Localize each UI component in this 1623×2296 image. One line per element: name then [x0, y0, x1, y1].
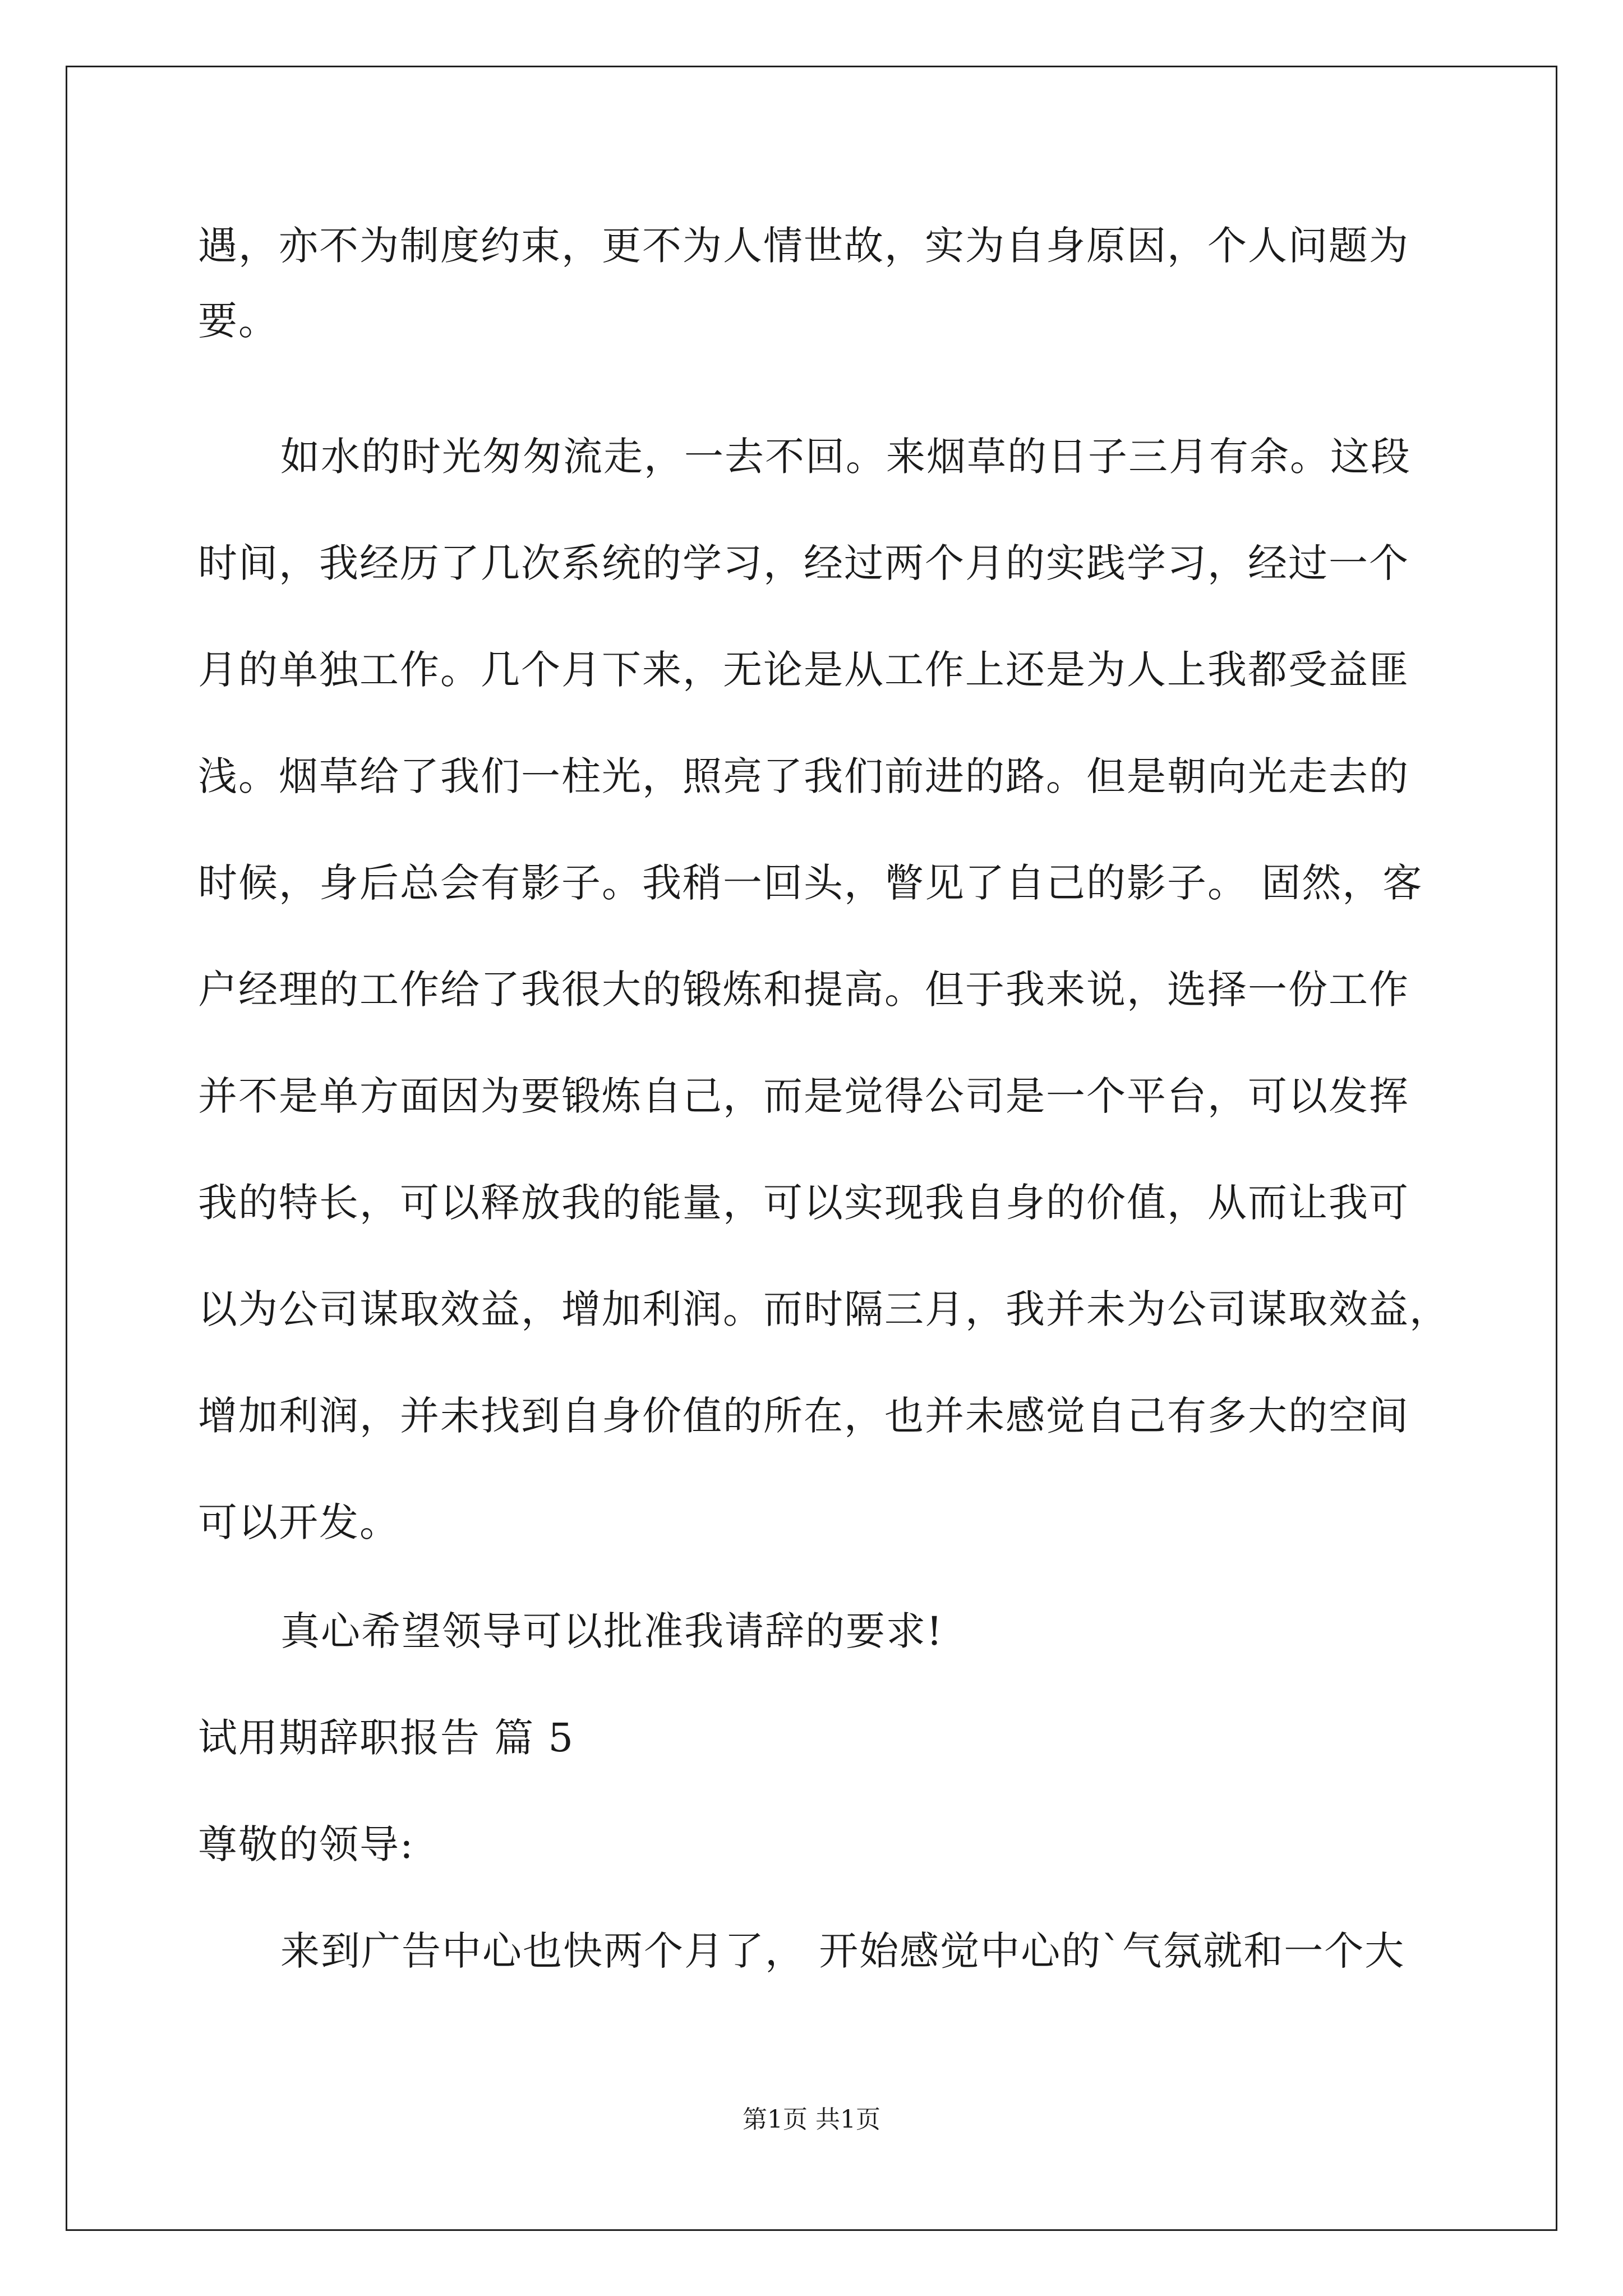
paragraph-line: 浅。烟草给了我们一柱光，照亮了我们前进的路。但是朝向光走去的	[198, 753, 1409, 799]
paragraph-line: 时间，我经历了几次系统的学习，经过两个月的实践学习，经过一个	[198, 540, 1409, 586]
paragraph-line: 可以开发。	[198, 1499, 400, 1545]
paragraph-line: 月的单独工作。几个月下来，无论是从工作上还是为人上我都受益匪	[198, 647, 1409, 693]
salutation: 尊敬的领导:	[198, 1821, 414, 1867]
paragraph-line: 来到广告中心也快两个月了， 开始感觉中心的`气氛就和一个大	[280, 1928, 1405, 1974]
paragraph-line: 如水的时光匆匆流走，一去不回。来烟草的日子三月有余。这段	[280, 434, 1411, 480]
paragraph-line: 遇，亦不为制度约束，更不为人情世故，实为自身原因，个人问题为	[198, 223, 1409, 269]
page-border	[66, 66, 1557, 2231]
paragraph-line: 增加利润，并未找到自身价值的所在，也并未感觉自己有多大的空间	[198, 1393, 1409, 1439]
paragraph-line: 要。	[198, 298, 279, 344]
paragraph-line: 户经理的工作给了我很大的锻炼和提高。但于我来说，选择一份工作	[198, 967, 1409, 1013]
section-heading: 试用期辞职报告 篇 5	[198, 1715, 575, 1761]
paragraph-line: 并不是单方面因为要锻炼自己，而是觉得公司是一个平台，可以发挥	[198, 1073, 1409, 1119]
paragraph-line: 以为公司谋取效益，增加利润。而时隔三月，我并未为公司谋取效益，	[198, 1286, 1450, 1332]
paragraph-line: 我的特长，可以释放我的能量，可以实现我自身的价值，从而让我可	[198, 1180, 1409, 1226]
paragraph-line: 时候，身后总会有影子。我稍一回头，瞥见了自己的影子。 固然，客	[198, 860, 1423, 906]
page-number-footer: 第1页 共1页	[743, 2105, 880, 2134]
paragraph-line: 真心希望领导可以批准我请辞的要求!	[280, 1608, 944, 1654]
